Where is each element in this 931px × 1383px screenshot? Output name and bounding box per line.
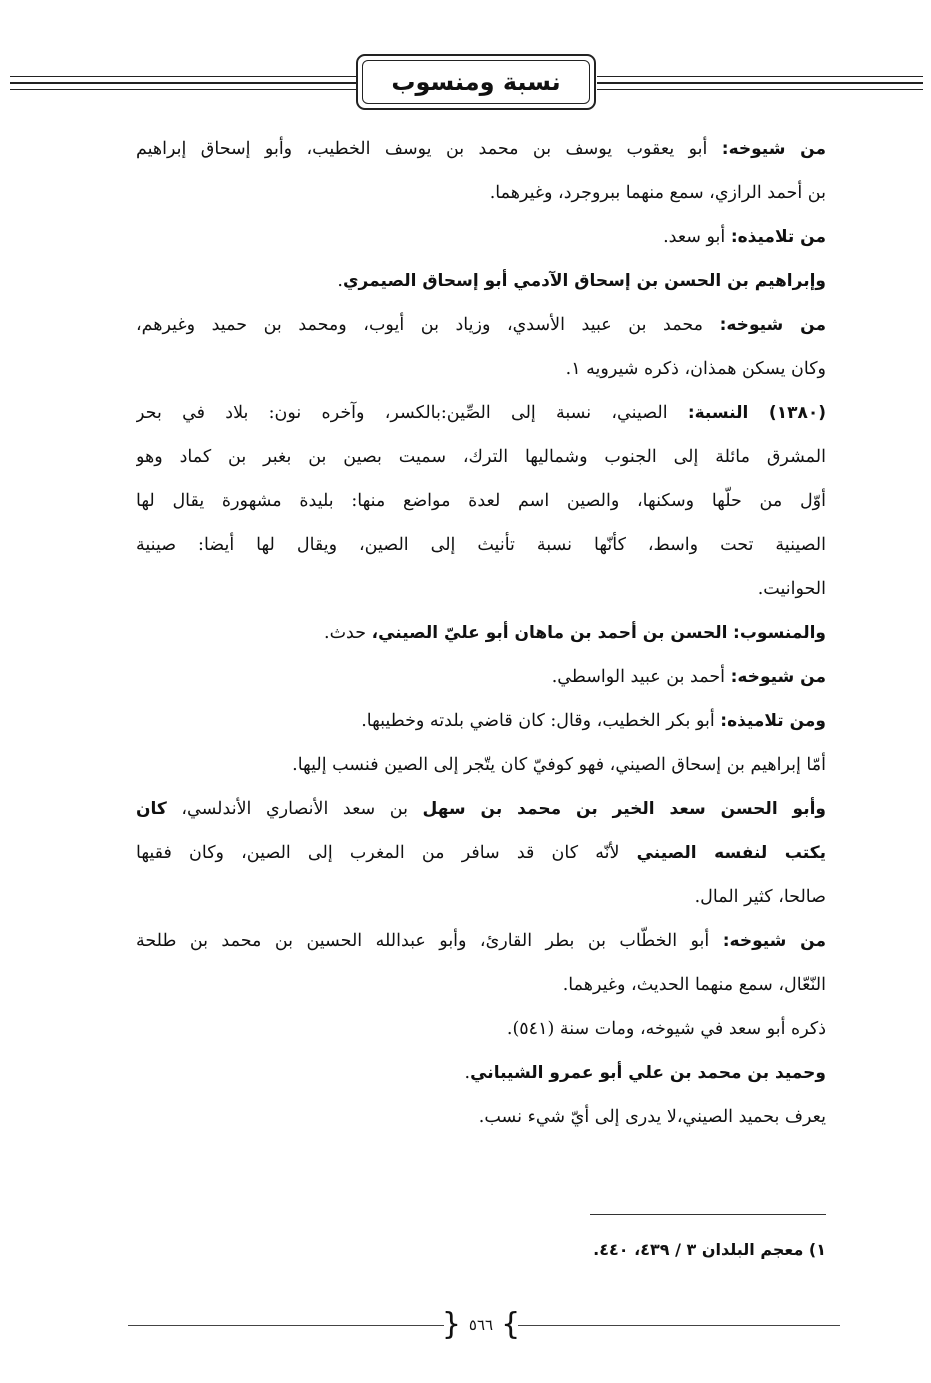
text-line <box>136 347 826 391</box>
text-run: . <box>464 1063 471 1083</box>
footnote: ١) معجم البلدان ٣ / ٤٣٩، ٤٤٠. <box>593 1240 826 1259</box>
page-header-title: نسبة ومنسوب <box>391 68 561 96</box>
bold-text-run: من تلاميذه: <box>730 227 826 247</box>
text-run: صالحا، كثير المال. <box>694 887 826 907</box>
bold-text-run: من شيوخه: <box>719 315 826 335</box>
text-line <box>136 171 826 215</box>
bold-text-run: من شيوخه: <box>721 139 826 159</box>
header-frame <box>356 54 596 110</box>
text-run: ذكره أبو سعد في شيوخه، ومات سنة (٥٤١). <box>506 1019 826 1039</box>
text-line <box>136 567 826 611</box>
text-line <box>136 435 826 479</box>
bold-text-run: وحميد بن محمد بن علي أبو عمرو الشيباني <box>470 1063 826 1083</box>
text-run: وكان يسكن همذان، ذكره شيرويه ١. <box>565 359 826 379</box>
bold-text-run: (١٣٨٠) النسبة: <box>687 403 826 423</box>
bold-text-run: وإبراهيم بن الحسن بن إسحاق الآدمي أبو إسحاق الصيمري <box>342 271 826 291</box>
left-brace-icon: } <box>501 1307 521 1342</box>
text-line <box>136 699 826 743</box>
text-line <box>136 523 826 567</box>
header-rule-left <box>10 72 356 94</box>
text-line <box>136 875 826 919</box>
header-frame-inner <box>362 60 590 104</box>
text-line <box>136 655 826 699</box>
text-run: أبو الخطّاب بن بطر القارئ، وأبو عبدالله الحسين بن محمد بن طلحة <box>136 931 723 951</box>
text-line <box>136 479 826 523</box>
text-run: أبو سعد. <box>663 227 731 247</box>
text-run: لأنّه كان قد سافر من المغرب إلى الصين، وكان فقيها <box>136 843 637 863</box>
text-run: بن أحمد الرازي، سمع منهما ببروجرد، وغيرهما. <box>489 183 826 203</box>
header-rule-right <box>597 72 923 94</box>
text-run: أبو بكر الخطيب، وقال: كان قاضي بلدته وخطيبها. <box>361 711 721 731</box>
bold-text-run: ومن تلاميذه: <box>720 711 826 731</box>
right-brace-icon: { <box>441 1307 461 1342</box>
footnote-separator <box>590 1214 826 1215</box>
text-run: النّعّال، سمع منهما الحديث، وغيرهما. <box>562 975 826 995</box>
text-run: أحمد بن عبيد الواسطي. <box>551 667 731 687</box>
text-line <box>136 1095 826 1139</box>
text-line <box>136 787 826 831</box>
text-run: الحوانيت. <box>757 579 826 599</box>
page-number-frame <box>441 1306 521 1344</box>
page-body <box>136 127 826 1139</box>
text-line <box>136 215 826 259</box>
text-run: أوّل من حلّها وسكنها، والصين اسم لعدة مواضع منها: بليدة مشهورة يقال لها <box>136 491 826 511</box>
text-line <box>136 1051 826 1095</box>
text-run: الصيني، نسبة إلى الصِّين:بالكسر، وآخره نون: بلاد في بحر <box>136 403 688 423</box>
text-line <box>136 611 826 655</box>
page-number: ٥٦٦ <box>468 1316 494 1334</box>
text-run: حدث. <box>324 623 372 643</box>
text-run: يعرف بحميد الصيني،لا يدرى إلى أيّ شيء نسب. <box>478 1107 826 1127</box>
bold-text-run: والمنسوب: <box>733 623 826 643</box>
text-line <box>136 743 826 787</box>
bold-text-run: الحسن بن أحمد بن ماهان أبو عليّ الصيني، <box>371 623 728 643</box>
bold-text-run: كان <box>136 799 167 819</box>
text-line <box>136 1007 826 1051</box>
text-line <box>136 127 826 171</box>
text-run: المشرق مائلة إلى الجنوب وشماليها الترك، سميت بصين بن بغبر بن كماد وهو <box>136 447 826 467</box>
text-run: الصينية تحت واسط، كأنّها نسبة تأنيث إلى الصين، ويقال لها أيضا: صينية <box>136 535 826 555</box>
bold-text-run: من شيوخه: <box>730 667 826 687</box>
text-run: أبو يعقوب يوسف بن محمد بن يوسف الخطيب، وأبو إسحاق إبراهيم <box>136 139 722 159</box>
text-run: بن سعد الأنصاري الأندلسي، <box>166 799 423 819</box>
text-line <box>136 919 826 963</box>
bold-text-run: يكتب لنفسه الصيني <box>636 843 826 863</box>
text-run: . <box>337 271 343 291</box>
page-number-rule-left <box>128 1325 444 1326</box>
text-run: محمد بن عبيد الأسدي، وزياد بن أيوب، ومحمد بن حميد وغيرهم، <box>136 315 720 335</box>
text-line <box>136 259 826 303</box>
bold-text-run: من شيوخه: <box>722 931 826 951</box>
text-line <box>136 831 826 875</box>
text-line <box>136 303 826 347</box>
bold-text-run: وأبو الحسن سعد الخير بن محمد بن سهل <box>422 799 826 819</box>
page-number-rule-right <box>518 1325 840 1326</box>
text-line <box>136 391 826 435</box>
text-line <box>136 963 826 1007</box>
text-run: أمّا إبراهيم بن إسحاق الصيني، فهو كوفيّ كان يتّجر إلى الصين فنسب إليها. <box>292 755 826 775</box>
